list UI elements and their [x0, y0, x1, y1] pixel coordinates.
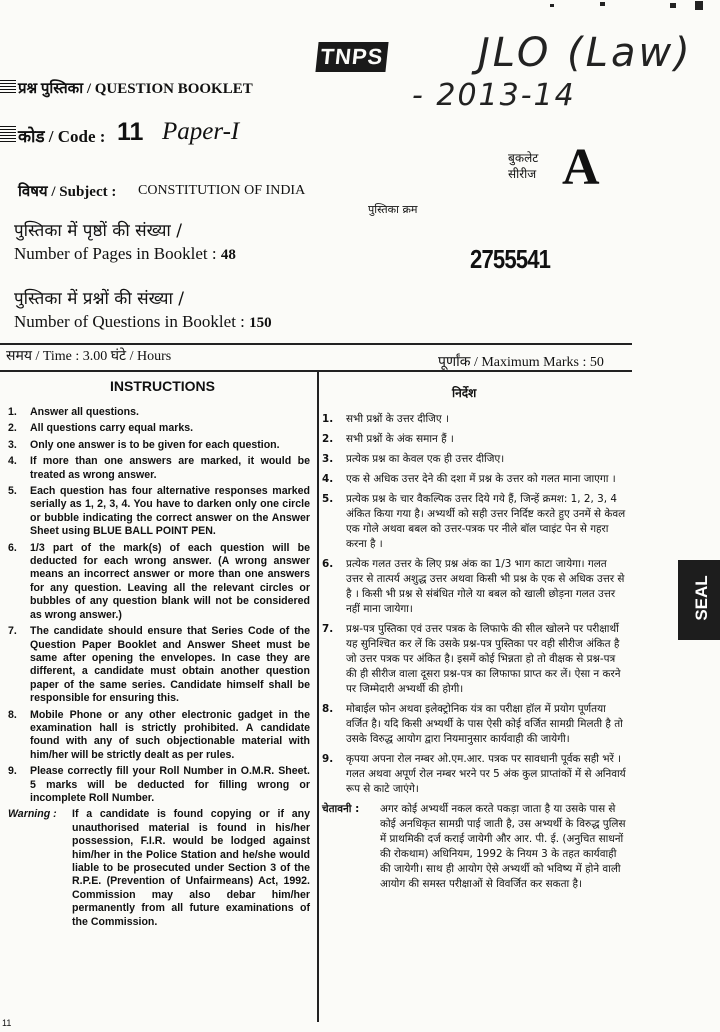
list-item: 5. Each question has four alternative responses marked serially as 1, 2, 3, 4. You have to darken only one circle or bubble indicating the correct answer on the Answer Sheet using BLUE BALL POINT PEN.	[8, 485, 310, 538]
warning-item	[322, 802, 626, 892]
page-number: 11	[2, 1018, 12, 1028]
warning-text-hi: अगर कोई अभ्यर्थी नकल करते पकड़ा जाता है या उसके पास से कोई अनधिकृत सामग्री पाई जाती है, उस अभ्यर्थी के विरुद्ध पुलिस में प्राथमिकी दर्ज कराई जायेगी और आर. पी. ई. (अनुचित साधनों की रोकथाम) अधिनियम, 1992 के नियम 3 के तहत कार्यवाही की जायेगी। साथ ही आयोग ऐसे अभ्यर्थी को भविष्य में होने वाली आयोग की समस्त परीक्षाओं से विवर्जित कर सकता है।	[380, 803, 626, 890]
paper-label: Paper-I	[162, 118, 240, 145]
questions-label-hi: पुस्तिका में प्रश्नों की संख्या /	[14, 289, 184, 309]
list-item: 2. All questions carry equal marks.	[8, 422, 194, 435]
instructions-heading-hi: निर्देश	[452, 386, 477, 400]
list-item: 6. 1/3 part of the mark(s) of each question will be deducted for each wrong answer. (A wrong answer means an incorrect answer or more than one answers for any question. Leaving all the relevant circles or bubbles of any question blank will not be considered as wrong answer.)	[8, 541, 310, 621]
list-item: 3. प्रत्येक प्रश्न का केवल एक ही उत्तर दीजिए।	[322, 453, 505, 465]
series-label: बुकलेट सीरीज	[508, 151, 539, 181]
list-item: 2. सभी प्रश्नों के अंक समान हैं ।	[322, 433, 454, 445]
list-item: 1. Answer all questions.	[8, 406, 139, 418]
booklet-number-label: पुस्तिका क्रम	[368, 203, 418, 216]
seal-stamp	[678, 560, 720, 640]
divider-top	[0, 343, 632, 345]
warning-text: If a candidate is found copying or if any unauthorised material is found in his/her possession, F.I.R. would be lodged against him/her in the Police Station and he/she would liable to be prosecuted under Section 3 of the R.P.E. (Prevention of Unfairmeans) Act, 1992. Commission may also debar him/her permanently from all future examinations of the Commission.	[72, 808, 310, 928]
list-item: 4. If more than one answers are marked, it would be treated as wrong answer.	[8, 455, 310, 481]
logo: TNPS	[315, 42, 388, 72]
divider-bottom	[0, 370, 632, 372]
list-item: 7. प्रश्न-पत्र पुस्तिका एवं उत्तर पत्रक के लिफाफे की सील खोलने पर परीक्षार्थी यह सुनिश्चित कर लें कि उसके प्रश्न-पत्र पुस्तिका पर वही सीरीज अंकित है जो उत्तर पत्रक पर अंकित है। इसमें कोई भिन्नता हो तो वीक्षक से प्रश्न-पत्र की ही सीरीज वाला दूसरा प्रश्न-पत्र का लिफाफा प्राप्त कर लें। ऐसा न करने पर जिम्मेदारी अभ्यर्थी की होगी।	[322, 623, 621, 695]
list-item: 8. मोबाईल फोन अथवा इलेक्ट्रोनिक यंत्र का परीक्षा हॉल में प्रयोग पूर्णतया वर्जित है। यदि किसी अभ्यर्थी के पास ऐसी कोई वर्जित सामग्री मिलती है तो उसके विरुद्ध आयोग द्वारा नियमानुसार कार्यवाही की जायेगी।	[322, 703, 623, 745]
questions-label-en: Number of Questions in Booklet : 150	[14, 312, 272, 331]
code-label: कोड / Code :	[18, 127, 106, 146]
booklet-number: 2755541	[470, 244, 551, 274]
warning-label-hi: चेतावनी :	[322, 803, 360, 815]
warning-item	[8, 808, 310, 929]
pages-label-hi: पुस्तिका में पृष्ठों की संख्या /	[14, 221, 182, 241]
list-item: 5. प्रत्येक प्रश्न के चार वैकल्पिक उत्तर दिये गये हैं, जिन्हें क्रमश: 1, 2, 3, 4 अंकित किया गया है। अभ्यर्थी को सही उत्तर निर्दिष्ट करते हुए उनमें से केवल एक गोले अथवा बबल को उत्तर-पत्रक पर नीले बॉल प्वाइंट पेन से गहरा करना है ।	[322, 493, 626, 550]
barcode-mark	[0, 80, 16, 94]
series-value: A	[562, 139, 600, 196]
questions-value: 150	[249, 315, 272, 331]
list-item: 6. प्रत्येक गलत उत्तर के लिए प्रश्न अंक का 1/3 भाग काटा जायेगा। गलत उत्तर से तात्पर्य अशुद्ध उत्तर अथवा किसी भी प्रश्न के एक से अधिक उत्तर से है । किसी भी प्रश्न से संबंधित गोले या बबल को खाली छोड़ना गलत उत्तर नहीं माना जायेगा।	[322, 558, 625, 615]
list-item: 7. The candidate should ensure that Series Code of the Question Paper Booklet and Answer Sheet must be same after opening the envelopes. In case they are different, a candidate must obtain another question paper of the same series. Candidate himself shall be responsible for ensuring this.	[8, 625, 310, 705]
warning-label: Warning :	[8, 808, 57, 821]
handwritten-title: JLO (Law)	[478, 30, 693, 76]
list-item: 3. Only one answer is to be given for each question.	[8, 438, 280, 451]
code-value: 11	[117, 118, 144, 146]
list-item: 9. कृपया अपना रोल नम्बर ओ.एम.आर. पत्रक पर सावधानी पूर्वक सही भरें । गलत अथवा अपूर्ण रोल नम्बर भरने पर 5 अंक कुल प्राप्तांकों में से अनिवार्य रूप से काटे जाएंगे।	[322, 753, 626, 795]
seal-text: SEAL	[692, 575, 711, 621]
pages-value: 48	[220, 247, 236, 263]
column-divider	[317, 372, 319, 1022]
instructions-list-en	[8, 406, 310, 932]
instructions-list-hi	[322, 412, 626, 897]
list-item: 1. सभी प्रश्नों के उत्तर दीजिए ।	[322, 413, 449, 425]
pages-label-en: Number of Pages in Booklet : 48	[14, 244, 236, 263]
marks-label: पूर्णांक / Maximum Marks : 50	[438, 355, 604, 370]
scan-specks	[520, 0, 720, 14]
list-item: 4. एक से अधिक उत्तर देने की दशा में प्रश्न के उत्तर को गलत माना जाएगा ।	[322, 473, 616, 485]
subject-label: विषय / Subject :	[18, 184, 117, 200]
handwritten-year: - 2013-14	[412, 78, 576, 113]
instructions-heading: INSTRUCTIONS	[110, 378, 215, 394]
subject-value: CONSTITUTION OF INDIA	[138, 183, 306, 198]
list-item: 9. Please correctly fill your Roll Number in O.M.R. Sheet. 5 marks will be deducted for filling wrong or incomplete Roll Number.	[8, 765, 310, 804]
time-label: समय / Time : 3.00 घंटे / Hours	[6, 349, 172, 364]
booklet-label: प्रश्न पुस्तिका / QUESTION BOOKLET	[18, 81, 253, 97]
list-item: 8. Mobile Phone or any other electronic gadget in the examination hall is strictly prohibited. A candidate found with any of such objectionable material with him/her will be strictly dealt as per rules.	[8, 708, 310, 761]
barcode-mark	[0, 126, 16, 142]
